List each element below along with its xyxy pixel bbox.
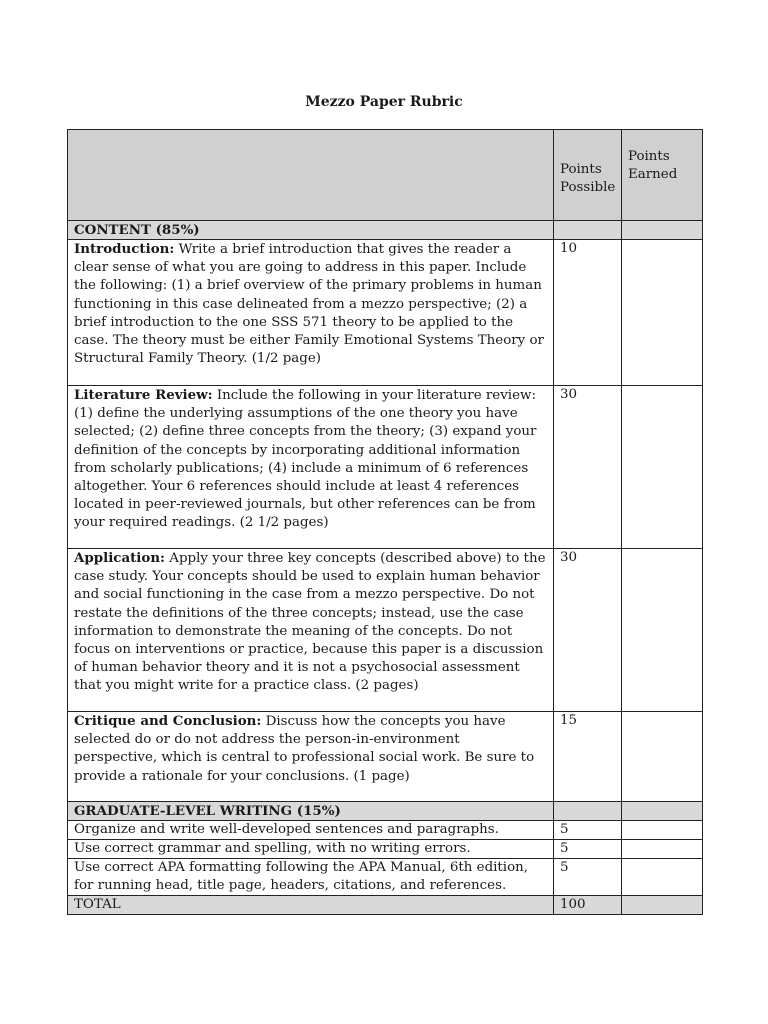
- criteria-text: Write a brief introduction that gives the reader a clear sense of what you are going to address in this paper. Include the following: (1) a brief overview of the primary problems in human functioning in this case delineated from a mezzo perspective; (2) a brief introduction to the one SSS 571 theory to be applied to the case. The theory must be either Family Emotional Systems Theory or Structural Family Theory. (1/2 page): [74, 242, 544, 367]
- table-row: [68, 821, 703, 840]
- criteria-text: Discuss how the concepts you have selected do or do not address the person-in-environment perspective, which is central to professional social work. Be sure to provide a rationale for your conclusions. (1 page): [74, 714, 535, 784]
- criteria-apa: Use correct APA formatting following the APA Manual, 6th edition, for running head, title page, headers, citations, and references.: [68, 859, 554, 896]
- criteria-label: Critique and Conclusion:: [74, 713, 262, 729]
- criteria-label: Literature Review:: [74, 387, 213, 403]
- points-possible: 15: [554, 712, 622, 802]
- header-points-earned: Points Earned: [622, 130, 703, 221]
- points-earned-cell[interactable]: [622, 240, 703, 386]
- points-earned-cell[interactable]: [622, 821, 703, 840]
- rubric-table: [67, 129, 703, 915]
- criteria-grammar: Use correct grammar and spelling, with no writing errors.: [68, 840, 554, 859]
- points-possible: 5: [554, 821, 622, 840]
- header-criteria: [68, 130, 554, 221]
- points-earned-cell[interactable]: [622, 859, 703, 896]
- points-earned-cell[interactable]: [622, 549, 703, 712]
- points-possible: 5: [554, 859, 622, 896]
- total-label: TOTAL: [68, 896, 554, 915]
- table-row: [68, 240, 703, 386]
- criteria-label: Introduction:: [74, 241, 175, 257]
- section-writing-label: GRADUATE-LEVEL WRITING (15%): [68, 802, 554, 821]
- criteria-critique-conclusion: [68, 712, 554, 802]
- document-title: Mezzo Paper Rubric: [305, 94, 463, 110]
- section-row-content: [68, 221, 703, 240]
- total-row: [68, 896, 703, 915]
- section-row-writing: [68, 802, 703, 821]
- points-possible: 30: [554, 386, 622, 549]
- total-points-earned[interactable]: [622, 896, 703, 915]
- criteria-text: Apply your three key concepts (described above) to the case study. Your concepts should be used to explain human behavior and social functioning in the case from a mezzo perspective. Do not restate the definitions of the three concepts; instead, use the case information to demonstrate the meaning of the concepts. Do not focus on interventions or practice, because this paper is a discussion of human behavior theory and it is not a psychosocial assessment that you might write for a practice class. (2 pages): [74, 551, 546, 694]
- table-row: [68, 859, 703, 896]
- points-possible: 10: [554, 240, 622, 386]
- section-content-label: CONTENT (85%): [68, 221, 554, 240]
- table-row: [68, 386, 703, 549]
- points-earned-cell[interactable]: [622, 386, 703, 549]
- table-row: [68, 712, 703, 802]
- points-possible: 30: [554, 549, 622, 712]
- total-points-possible: 100: [554, 896, 622, 915]
- criteria-text: Include the following in your literature review: (1) define the underlying assumptions of the one theory you have selected; (2) define three concepts from the theory; (3) expand your definition of the concepts by incorporating additional information from scholarly publications; (4) include a minimum of 6 references altogether. Your 6 references should include at least 4 references located in peer-reviewed journals, but other references can be from your required readings. (2 1/2 pages): [74, 388, 537, 531]
- criteria-label: Application:: [74, 550, 166, 566]
- criteria-introduction: [68, 240, 554, 386]
- points-earned-cell[interactable]: [622, 840, 703, 859]
- header-points-possible: Points Possible: [554, 130, 622, 221]
- points-possible: 5: [554, 840, 622, 859]
- criteria-organize: Organize and write well-developed sentences and paragraphs.: [68, 821, 554, 840]
- table-row: [68, 840, 703, 859]
- table-row: [68, 549, 703, 712]
- criteria-application: [68, 549, 554, 712]
- header-row: [68, 130, 703, 221]
- criteria-literature-review: [68, 386, 554, 549]
- points-earned-cell[interactable]: [622, 712, 703, 802]
